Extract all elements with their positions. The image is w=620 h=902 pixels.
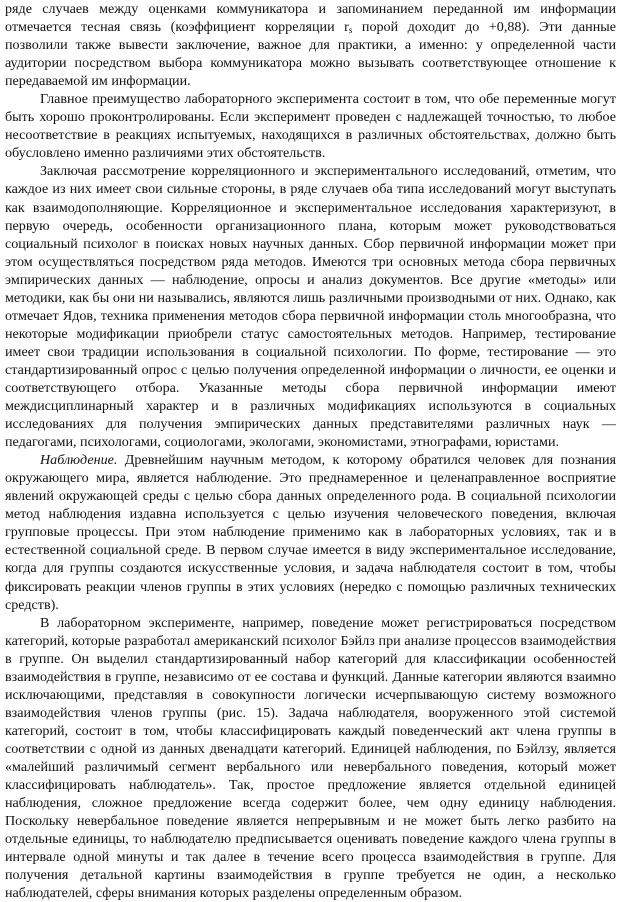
paragraph-2-text: Главное преимущество лабораторного эксперимента состоит в том, что обе переменные могут быть хорошо проконтролированы. Если эксперимент проведен с надлежащей точностью, то любое несоответствие в реакциях испытуемых, находящихся в различных обстоятельствах, должно быть обусловлено именно различиями этих обстоятельств. (5, 91, 616, 162)
paragraph-1 (5, 0, 616, 90)
paragraph-4-text: Древнейшим научным методом, к которому обратился человек для познания окружающего мира, является наблюдение. Это преднамеренное и целенаправленное восприятие явлений окружающей среды с целью сбора данных определенного рода. В социальной психологии метод наблюдения издавна используется с целью изучения человеческого поведения, включая групповые процессы. При этом наблюдение применимо как в лабораторных условиях, так и в естественной социальной среде. В первом случае имеется в виду экспериментальное исследование, когда для группы создаются искусственные условия, и задача наблюдателя состоит в том, чтобы фиксировать реакции членов группы в этих условиях (нередко с помощью различных технических средств). (5, 452, 616, 613)
correlation-subscript: s (348, 25, 353, 36)
paragraph-1-text-b: порой доходит до +0,88). Эти данные позволили также вывести заключение, важное для практики, а именно: у определенной части аудитории посредством выбора коммуникатора можно вызывать соответствующее отношение к передаваемой им информации. (5, 19, 616, 90)
paragraph-3-text: Заключая рассмотрение корреляционного и экспериментального исследований, отметим, что каждое из них имеет свои сильные стороны, в ряде случаев оба типа исследований могут выступать как взаимодополняющие. Корреляционное и экспериментальное исследования характеризуют, в первую очередь, особенности организационного плана, которым может руководствоваться социальный психолог в поисках новых научных данных. Сбор первичной информации может при этом осуществляться посредством ряда методов. Имеются три основных метода сбора первичных эмпирических данных — наблюдение, опросы и анализ документов. Все другие «методы» или методики, как бы они ни назывались, являются лишь различными производными от них. Однако, как отмечает Ядов, техника применения методов сбора первичной информации столь многообразна, что некоторые модификации приобрели статус самостоятельных методов. Например, тестирование имеет свои традиции использования в социальной психологии. По форме, тестирование — это стандартизированный опрос с целью получения определенной информации о личности, ее оценки и соответствующего отбора. Указанные методы сбора первичной информации имеют междисциплинарный характер и в различных модификациях используются в социальных исследованиях для получения эмпирических данных представителями различных наук — педагогами, психологами, социологами, экологами, экономистами, этнографами, юристами. (5, 163, 616, 451)
section-term-observation: Наблюдение. (40, 452, 118, 469)
paragraph-3 (5, 162, 616, 451)
paragraph-4 (5, 451, 616, 613)
paragraph-5 (5, 614, 616, 902)
paragraph-1-text-a: ряде случаев между оценками коммуникатора и запоминанием переданной им информации отмечается тесная связь (коэффициент корреляции r (5, 1, 616, 36)
paragraph-5-text: В лабораторном эксперименте, например, поведение может регистрироваться посредством категорий, которые разработал американский психолог Бэйлз при анализе процессов взаимодействия в группе. Он выделил стандартизированный набор категорий для классификации особенностей взаимодействия в группе, независимо от ее состава и функций. Данные категории являются взаимно исключающими, представляя в совокупности логически исчерпывающую систему возможного взаимодействия членов группы (рис. 15). Задача наблюдателя, вооруженного этой системой категорий, состоит в том, чтобы классифицировать каждый поведенческий акт члена группы в соответствии с одной из данных двенадцати категорий. Единицей наблюдения, по Бэйлзу, является «малейший различимый сегмент вербального или невербального поведения, который может классифицировать наблюдатель». Так, простое предложение является отдельной единицей наблюдения, сложное предложение всегда содержит более, чем одну единицу наблюдения. Поскольку невербальное поведение является непрерывным и не может быть легко разбито на отдельные единицы, то наблюдателю предписывается оценивать поведение каждого члена группы в интервале одной минуты и так далее в течение всего процесса взаимодействия в группе. Для получения детальной картины взаимодействия в группе требуется не один, а несколько наблюдателей, сферы внимания которых разделены определенным образом. (5, 614, 616, 902)
paragraph-2 (5, 90, 616, 162)
